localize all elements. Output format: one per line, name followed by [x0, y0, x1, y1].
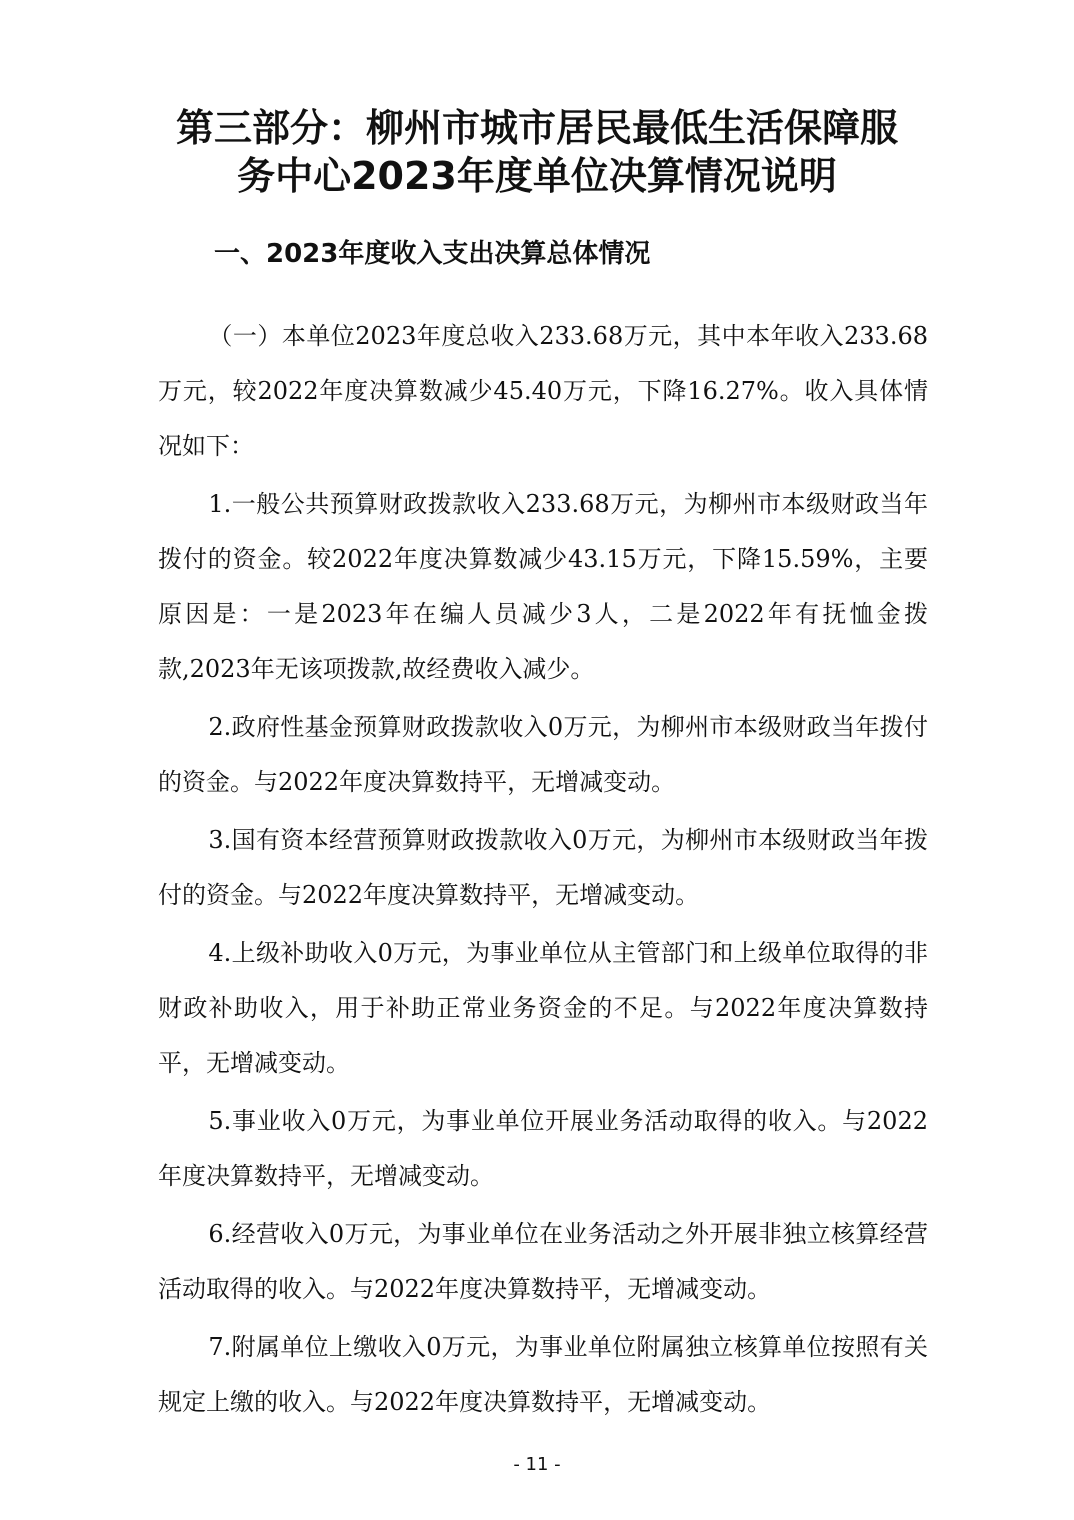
- paragraph-government-fund-income: 2.政府性基金预算财政拨款收入0万元，为柳州市本级财政当年拨付的资金。与2022年度决算数持平，无增减变动。: [158, 713, 928, 796]
- paragraph-state-capital-income: 3.国有资本经营预算财政拨款收入0万元，为柳州市本级财政当年拨付的资金。与2022年度决算数持平，无增减变动。: [158, 826, 928, 909]
- document-title-line-2: 务中心2023年度单位决算情况说明: [237, 154, 837, 198]
- document-body: [158, 309, 928, 1433]
- page-number: - 11 -: [513, 1454, 561, 1475]
- paragraph-operating-income: 6.经营收入0万元，为事业单位在业务活动之外开展非独立核算经营活动取得的收入。与2022年度决算数持平，无增减变动。: [158, 1220, 928, 1303]
- paragraph-affiliated-unit-income: 7.附属单位上缴收入0万元，为事业单位附属独立核算单位按照有关规定上缴的收入。与2022年度决算数持平，无增减变动。: [158, 1333, 928, 1416]
- document-title-line-1: 第三部分：柳州市城市居民最低生活保障服: [175, 106, 898, 150]
- paragraph-superior-subsidy-income: 4.上级补助收入0万元，为事业单位从主管部门和上级单位取得的非财政补助收入，用于补助正常业务资金的不足。与2022年度决算数持平，无增减变动。: [158, 939, 928, 1077]
- section-heading: 一、2023年度收入支出决算总体情况: [214, 239, 651, 269]
- paragraph-income-overview: （一）本单位2023年度总收入233.68万元，其中本年收入233.68万元，较2022年度决算数减少45.40万元，下降16.27%。收入具体情况如下：: [158, 322, 928, 460]
- document-title: [120, 104, 954, 200]
- paragraph-general-budget-income: 1.一般公共预算财政拨款收入233.68万元，为柳州市本级财政当年拨付的资金。较2022年度决算数减少43.15万元，下降15.59%，主要原因是：一是2023年在编人员减少3人，二是2022年有抚恤金拨款,2023年无该项拨款,故经费收入减少。: [158, 490, 928, 683]
- paragraph-business-income: 5.事业收入0万元，为事业单位开展业务活动取得的收入。与2022年度决算数持平，无增减变动。: [158, 1107, 928, 1190]
